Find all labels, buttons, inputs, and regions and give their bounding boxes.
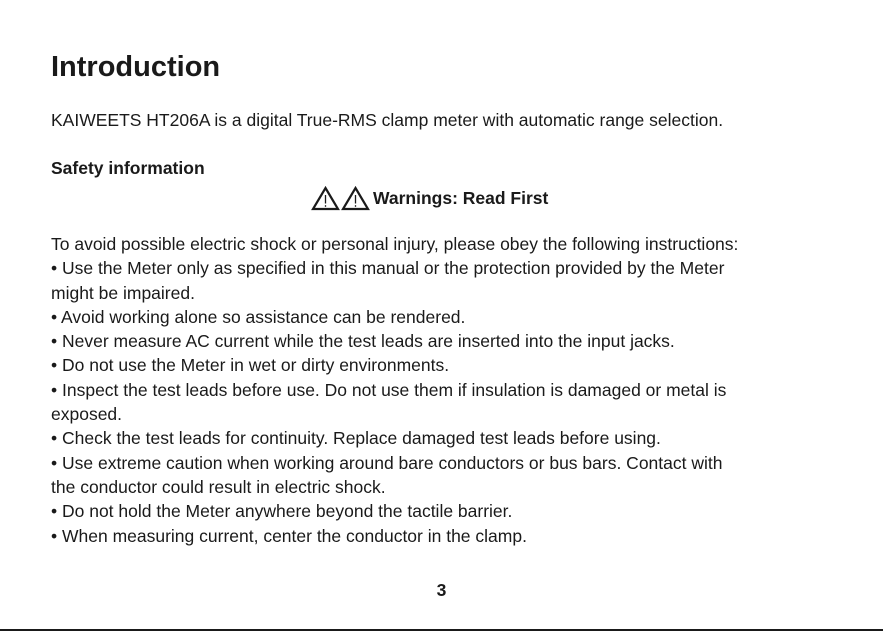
instruction-line: the conductor could result in electric shock. xyxy=(51,476,386,497)
instruction-line: • Do not hold the Meter anywhere beyond the tactile barrier. xyxy=(51,501,513,522)
instruction-line: exposed. xyxy=(51,404,123,425)
safety-instructions xyxy=(51,232,841,548)
page-title: Introduction xyxy=(51,51,221,83)
instruction-line: • Inspect the test leads before use. Do not use them if insulation is damaged or metal is xyxy=(51,379,727,400)
instruction-line: • Avoid working alone so assistance can be rendered. xyxy=(51,306,466,327)
instruction-line: • Use the Meter only as specified in this manual or the protection provided by the Meter xyxy=(51,258,725,279)
page-number: 3 xyxy=(436,580,447,600)
instruction-line: • Do not use the Meter in wet or dirty environments. xyxy=(51,355,450,376)
section-heading: Safety information xyxy=(51,158,205,178)
warning-heading-text: Warnings: Read First xyxy=(373,187,549,208)
warning-triangle-icon xyxy=(311,186,340,211)
warning-triangle-icon xyxy=(341,186,370,211)
instruction-line: might be impaired. xyxy=(51,282,195,303)
instruction-line: • Check the test leads for continuity. Replace damaged test leads before using. xyxy=(51,428,661,449)
instruction-line: • Use extreme caution when working around bare conductors or bus bars. Contact with xyxy=(51,452,723,473)
intro-paragraph: KAIWEETS HT206A is a digital True-RMS clamp meter with automatic range selection. xyxy=(51,110,724,130)
instruction-line: • Never measure AC current while the test leads are inserted into the input jacks. xyxy=(51,331,675,352)
warning-heading xyxy=(311,184,548,212)
instruction-line: • When measuring current, center the conductor in the clamp. xyxy=(51,525,527,546)
instruction-intro-line: To avoid possible electric shock or personal injury, please obey the following instructions: xyxy=(51,234,739,254)
